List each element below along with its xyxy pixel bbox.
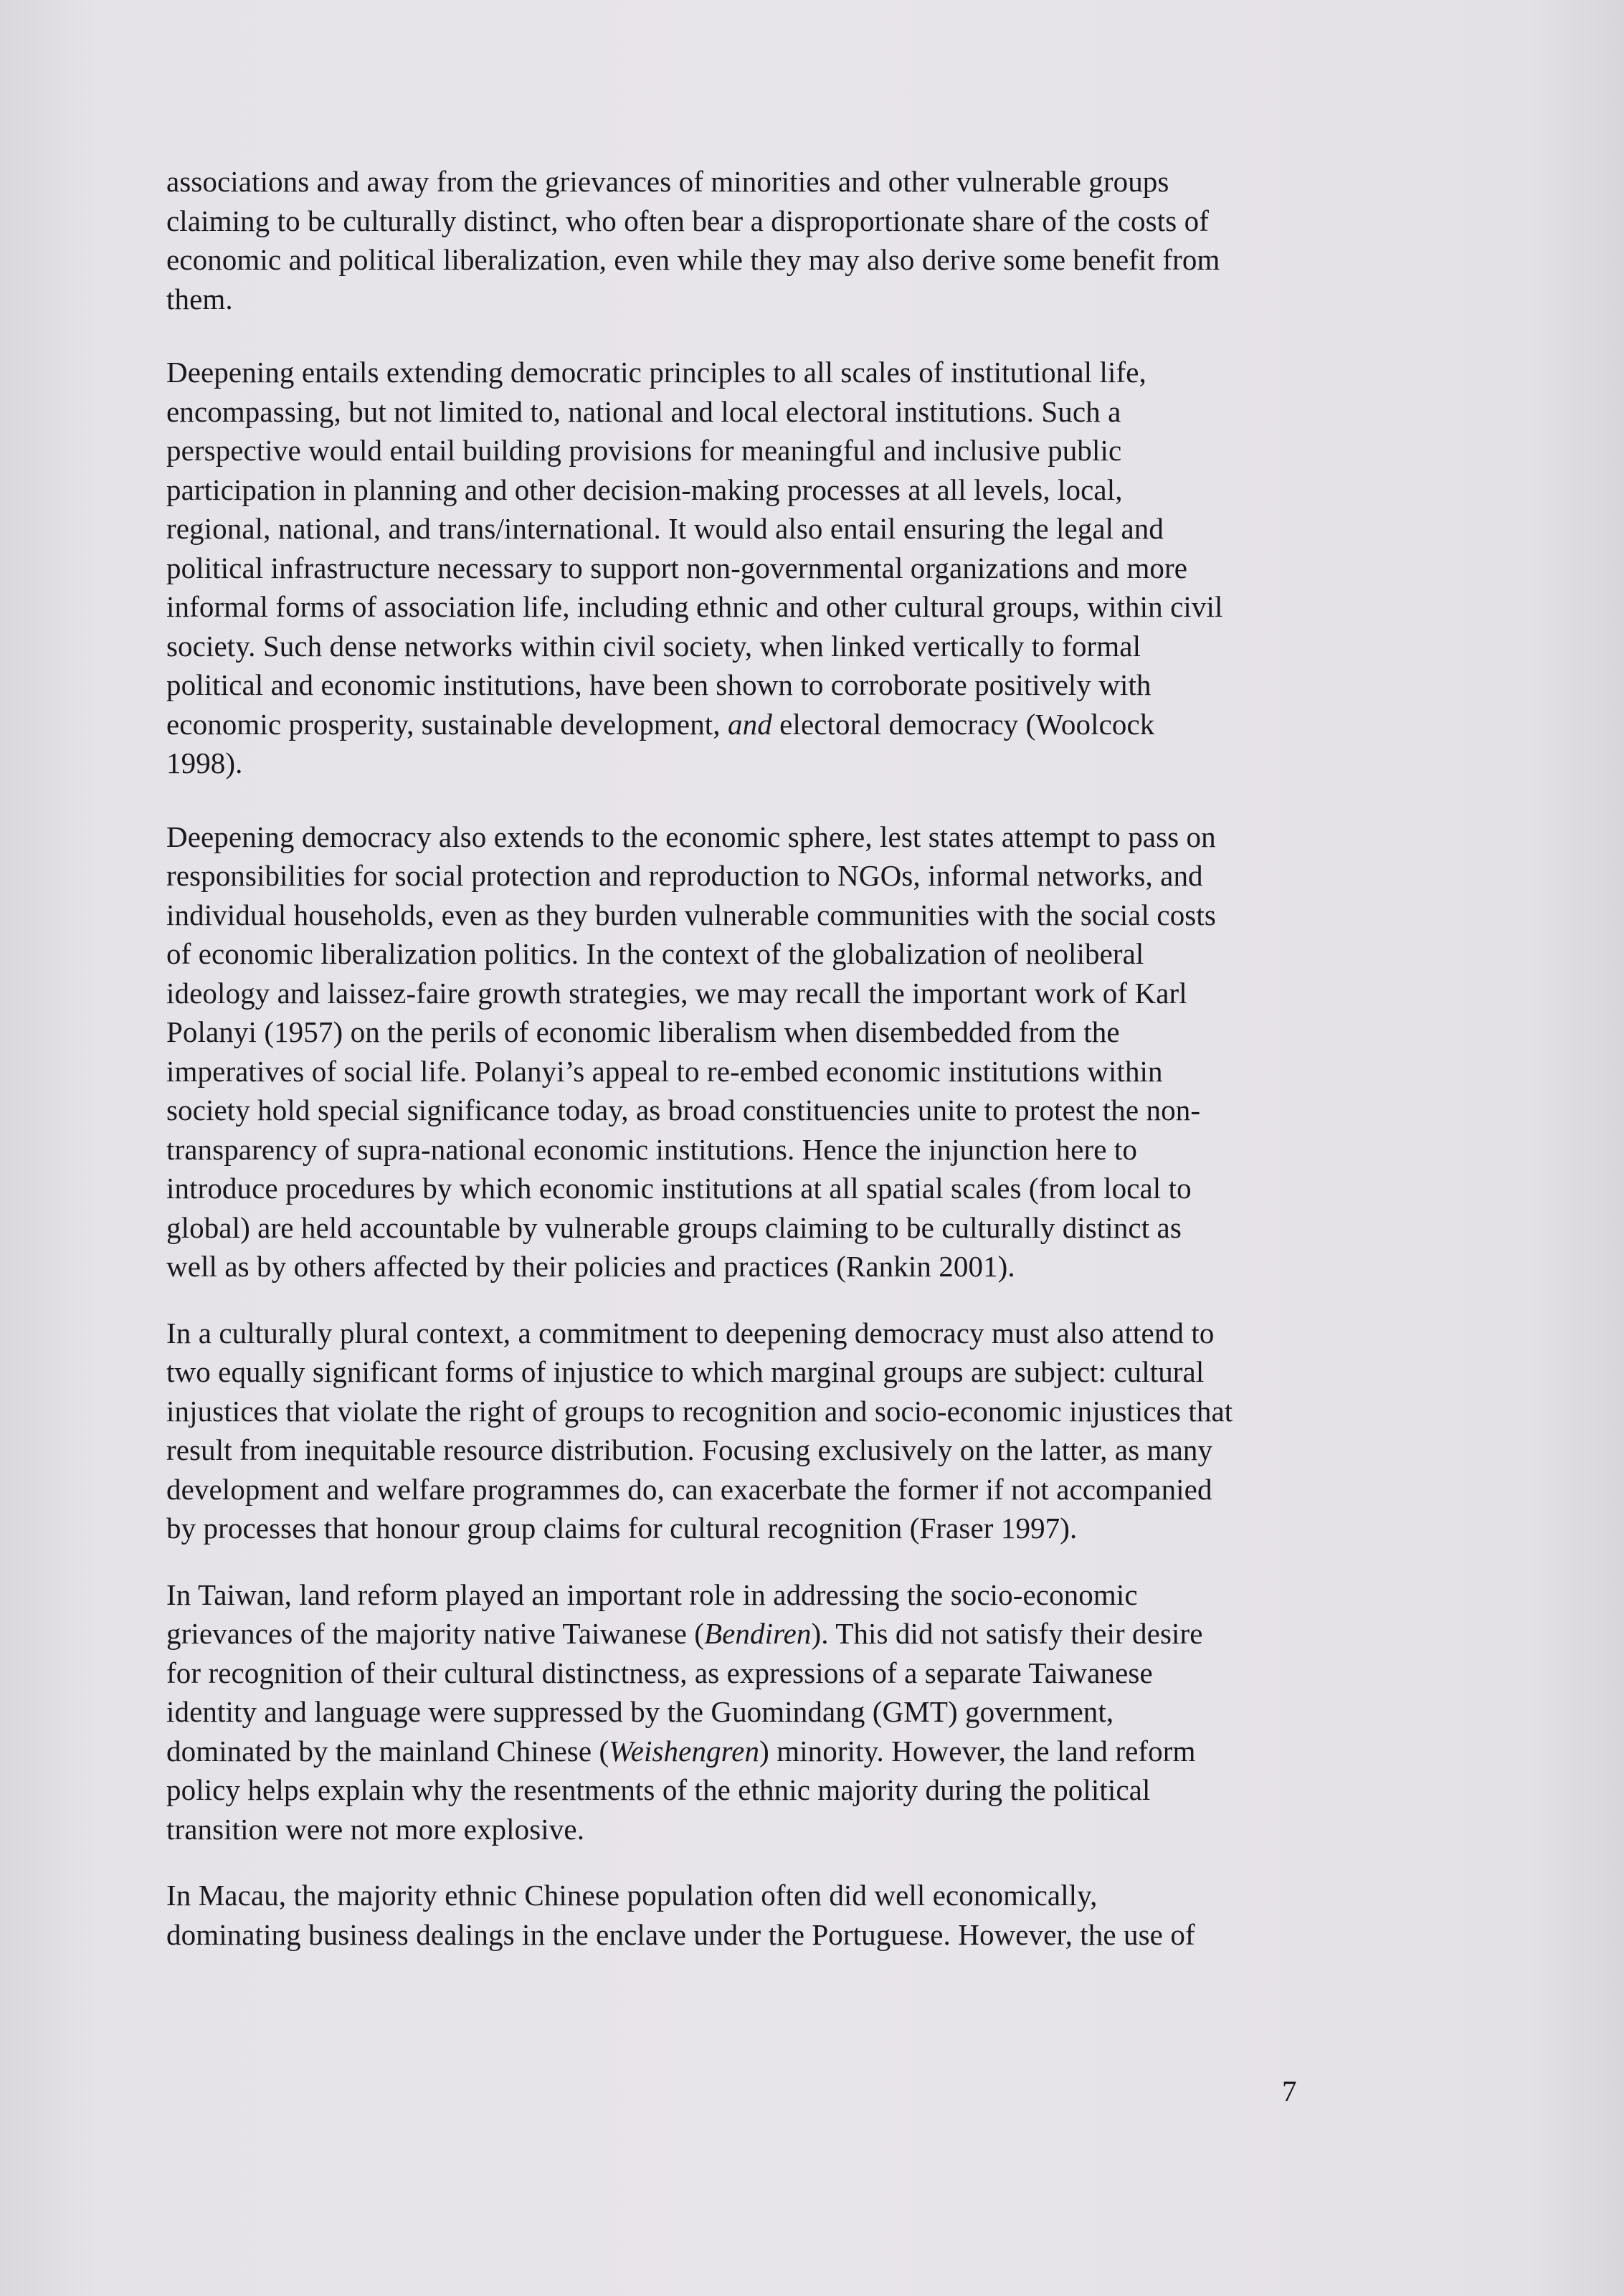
text-line: responsibilities for social protection and reproduction to NGOs, informal networks, and [166, 859, 1203, 892]
italic-term: and [728, 707, 772, 741]
text-line: of economic liberalization politics. In the context of the globalization of neoliberal [166, 937, 1144, 970]
text-line: by processes that honour group claims for cultural recognition (Fraser 1997). [166, 1512, 1078, 1545]
text-line: 1998). [166, 746, 243, 779]
text-line [166, 1614, 1478, 1654]
paragraph [166, 162, 1478, 318]
text-line: political infrastructure necessary to support non-governmental organizations and more [166, 551, 1188, 584]
paragraph [166, 817, 1478, 1286]
text-line: dominating business dealings in the enclave under the Portuguese. However, the use of [166, 1917, 1195, 1951]
text-line: transition were not more explosive. [166, 1812, 585, 1846]
text-line: regional, national, and trans/international. It would also entail ensuring the legal and [166, 512, 1164, 545]
text-line: Deepening entails extending democratic principles to all scales of institutional life, [166, 356, 1146, 389]
text-line: policy helps explain why the resentments of the ethnic majority during the political [166, 1773, 1151, 1806]
text-line: In Taiwan, land reform played an important role in addressing the socio-economic [166, 1578, 1138, 1611]
text-line: political and economic institutions, have been shown to corroborate positively with [166, 668, 1151, 701]
text-line: injustices that violate the right of groups to recognition and socio-economic injustices that [166, 1394, 1233, 1428]
text-line: imperatives of social life. Polanyi’s appeal to re-embed economic institutions within [166, 1054, 1163, 1088]
text-line: In a culturally plural context, a commitment to deepening democracy must also attend to [166, 1316, 1215, 1349]
text-line: two equally significant forms of injustice to which marginal groups are subject: cultural [166, 1355, 1205, 1388]
page-number: 7 [1282, 2074, 1297, 2107]
italic-term: Weishengren [609, 1734, 760, 1768]
text-line: informal forms of association life, including ethnic and other cultural groups, within civil [166, 590, 1223, 623]
text-segment: dominated by the mainland Chinese ( [166, 1734, 609, 1768]
text-segment: ) minority. However, the land reform [759, 1734, 1196, 1768]
text-segment: grievances of the majority native Taiwanese ( [166, 1617, 704, 1650]
paragraph [166, 1314, 1478, 1548]
text-line [166, 705, 1478, 744]
text-line: economic and political liberalization, even while they may also derive some benefit from [166, 243, 1220, 276]
body-text [166, 162, 1478, 1954]
text-line: them. [166, 282, 233, 316]
text-line: participation in planning and other decision-making processes at all levels, local, [166, 473, 1123, 506]
text-line: society. Such dense networks within civil society, when linked vertically to formal [166, 629, 1141, 663]
text-line: associations and away from the grievances of minorities and other vulnerable groups [166, 165, 1169, 198]
text-line: society hold special significance today, as broad constituencies unite to protest the non- [166, 1094, 1201, 1126]
paragraph [166, 1575, 1478, 1849]
text-line [166, 1732, 1478, 1771]
italic-term: Bendiren [703, 1617, 812, 1650]
text-line: global) are held accountable by vulnerable groups claiming to be culturally distinct as [166, 1210, 1182, 1244]
text-line: well as by others affected by their policies and practices (Rankin 2001). [166, 1250, 1015, 1283]
text-line: claiming to be culturally distinct, who often bear a disproportionate share of the costs of [166, 204, 1209, 237]
text-line: Deepening democracy also extends to the economic sphere, lest states attempt to pass on [166, 820, 1216, 853]
text-line: encompassing, but not limited to, national and local electoral institutions. Such a [166, 394, 1121, 428]
text-line: ideology and laissez-faire growth strategies, we may recall the important work of Karl [166, 976, 1187, 1010]
text-line: identity and language were suppressed by the Guomindang (GMT) government, [166, 1695, 1114, 1728]
text-segment: economic prosperity, sustainable development, [166, 707, 728, 741]
text-line: development and welfare programmes do, can exacerbate the former if not accompanied [166, 1472, 1212, 1506]
text-line: individual households, even as they burden vulnerable communities with the social costs [166, 898, 1216, 931]
text-segment: ). This did not satisfy their desire [811, 1617, 1203, 1650]
text-line: for recognition of their cultural distinctness, as expressions of a separate Taiwanese [166, 1656, 1153, 1689]
text-segment: electoral democracy (Woolcock [771, 707, 1155, 741]
paragraph [166, 353, 1478, 783]
text-line: introduce procedures by which economic institutions at all spatial scales (from local to [166, 1172, 1192, 1205]
text-line: result from inequitable resource distribution. Focusing exclusively on the latter, as many [166, 1433, 1213, 1466]
text-line: transparency of supra-national economic institutions. Hence the injunction here to [166, 1132, 1137, 1166]
text-line: perspective would entail building provisions for meaningful and inclusive public [166, 434, 1122, 467]
paragraph [166, 1876, 1478, 1954]
text-line: In Macau, the majority ethnic Chinese population often did well economically, [166, 1879, 1098, 1912]
text-line: Polanyi (1957) on the perils of economic liberalism when disembedded from the [166, 1015, 1120, 1048]
